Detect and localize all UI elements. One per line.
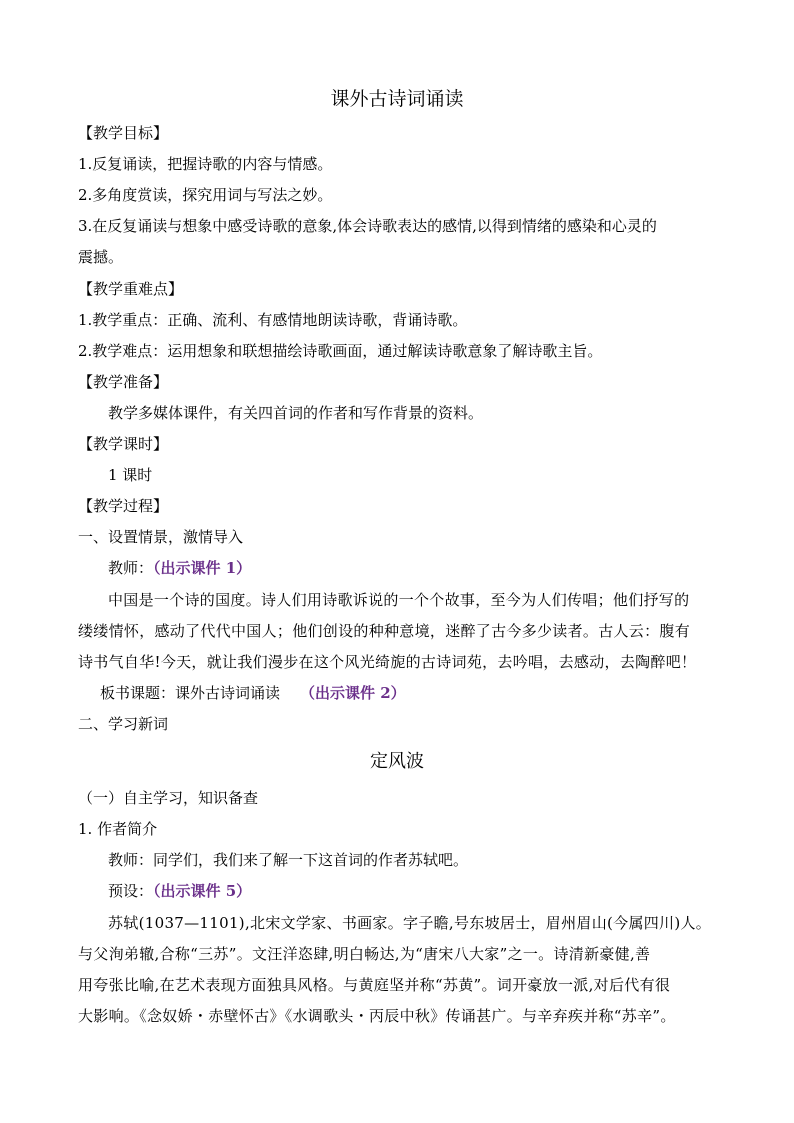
process-heading: 【教学过程】 <box>78 497 169 515</box>
document-title: 课外古诗词诵读 <box>330 88 464 110</box>
goal-item-3-cont: 震撼。 <box>78 248 124 266</box>
preset-label: 预设： <box>108 882 154 900</box>
step-1: 一、设置情景，激情导入 <box>78 528 244 546</box>
author-line-1: 苏轼(1037—1101),北宋文学家、书画家。字子瞻,号东坡居士，眉州眉山(今属四川)人。 <box>108 914 712 932</box>
goal-item-3: 3.在反复诵读与想象中感受诗歌的意象,体会诗歌表达的感情,以得到情绪的感染和心灵的 <box>78 217 657 235</box>
step-2: 二、学习新词 <box>78 715 169 733</box>
author-line-2: 与父洵弟辙,合称“三苏”。文汪洋恣肆,明白畅达,为“唐宋八大家”之一。诗清新豪健,善 <box>78 945 651 963</box>
prep-heading: 【教学准备】 <box>78 373 169 391</box>
intro-line-3: 诗书气自华!今天，就让我们漫步在这个风光绮旎的古诗词苑，去吟唱，去感动，去陶醉吧！ <box>78 653 697 671</box>
author-line-4: 大影响。《念奴娇・赤壁怀古》《水调歌头・丙辰中秋》传诵甚广。与辛弃疾并称“苏辛”。 <box>78 1007 676 1025</box>
goals-heading: 【教学目标】 <box>78 124 169 142</box>
key-points-heading: 【教学重难点】 <box>78 280 184 298</box>
goal-item-2: 2.多角度赏读，探究用词与写法之妙。 <box>78 186 333 204</box>
key-point-1: 1.教学重点：正确、流利、有感情地朗读诗歌，背诵诗歌。 <box>78 311 468 329</box>
key-point-2: 2.教学难点：运用想象和联想描绘诗歌画面，通过解读诗歌意象了解诗歌主旨。 <box>78 342 603 360</box>
courseware-cue-2: （出示课件 2） <box>300 684 406 702</box>
board-label: 板书课题：课外古诗词诵读 <box>100 684 281 702</box>
intro-line-2: 缕缕情怀，感动了代代中国人；他们创设的种种意境，迷醉了古今多少读者。古人云：腹有 <box>78 622 691 640</box>
teacher-label: 教师： <box>108 559 154 577</box>
board-line <box>100 682 406 704</box>
author-line-3: 用夸张比喻,在艺术表现方面独具风格。与黄庭坚并称“苏黄”。词开豪放一派,对后代有很 <box>78 976 671 994</box>
teacher-line-1 <box>108 557 251 579</box>
intro-line-1: 中国是一个诗的国度。诗人们用诗歌诉说的一个个故事，至今为人们传唱；他们抒写的 <box>108 591 690 609</box>
sub-section-1: （一）自主学习，知识备查 <box>78 789 259 807</box>
poem-title: 定风波 <box>370 751 424 772</box>
preset-line <box>108 880 251 902</box>
courseware-cue-5: （出示课件 5） <box>153 882 252 900</box>
goal-item-1: 1.反复诵读，把握诗歌的内容与情感。 <box>78 155 333 173</box>
teacher-line-2: 教师：同学们，我们来了解一下这首词的作者苏轼吧。 <box>108 851 469 869</box>
hours-text: 1 课时 <box>108 466 153 484</box>
hours-heading: 【教学课时】 <box>78 435 169 453</box>
prep-text: 教学多媒体课件，有关四首词的作者和写作背景的资料。 <box>108 404 484 422</box>
author-intro-heading: 1. 作者简介 <box>78 820 158 838</box>
courseware-cue-1: （出示课件 1） <box>153 559 252 577</box>
